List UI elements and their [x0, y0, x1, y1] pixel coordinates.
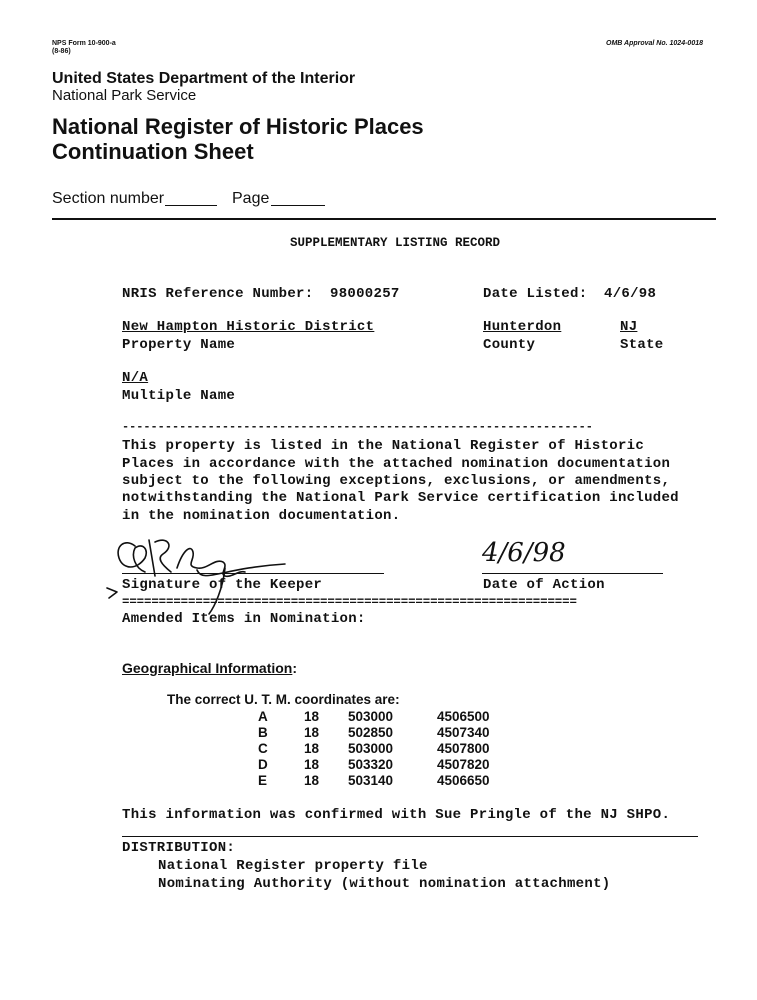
state-value: NJ — [620, 319, 638, 335]
page-blank — [271, 205, 325, 206]
distribution-item: National Register property file — [158, 858, 428, 874]
distribution-divider — [122, 836, 698, 837]
property-name-label: Property Name — [122, 337, 236, 353]
utm-northing: 4506650 — [437, 773, 490, 788]
nris-label: NRIS Reference Number: — [122, 286, 314, 302]
nris-value: 98000257 — [330, 286, 400, 302]
signature-label: Signature of the Keeper — [122, 577, 323, 593]
date-of-action-label: Date of Action — [483, 577, 605, 593]
equals-separator: ============================================================== — [122, 595, 577, 609]
distribution-label: DISTRIBUTION: — [122, 840, 236, 856]
statement-line: subject to the following exceptions, exclusions, or amendments, — [122, 473, 671, 489]
geo-heading-colon: : — [292, 660, 298, 676]
utm-point: D — [258, 757, 268, 772]
statement-line: in the nomination documentation. — [122, 508, 401, 524]
statement-line: Places in accordance with the attached nomination documentation — [122, 456, 671, 472]
date-listed-value: 4/6/98 — [604, 286, 657, 302]
utm-northing: 4507340 — [437, 725, 490, 740]
utm-point: B — [258, 725, 268, 740]
utm-easting: 502850 — [348, 725, 394, 740]
amended-items-label: Amended Items in Nomination: — [122, 611, 366, 627]
utm-zone: 18 — [304, 725, 320, 740]
distribution-item: Nominating Authority (without nomination attachment) — [158, 876, 611, 892]
state-label: State — [620, 337, 664, 353]
page-title-line2: Continuation Sheet — [52, 139, 254, 164]
multiple-name-label: Multiple Name — [122, 388, 236, 404]
utm-easting: 503000 — [348, 741, 394, 756]
county-value: Hunterdon — [483, 319, 562, 335]
signature-line — [122, 573, 384, 574]
form-number: NPS Form 10-900-a — [52, 40, 116, 47]
service-name: National Park Service — [52, 87, 197, 104]
utm-point: A — [258, 709, 268, 724]
utm-easting: 503320 — [348, 757, 394, 772]
multiple-name-value: N/A — [122, 370, 149, 386]
utm-northing: 4507820 — [437, 757, 490, 772]
section-number-blank — [165, 205, 217, 206]
date-listed-label: Date Listed: — [483, 286, 588, 302]
department-name: United States Department of the Interior — [52, 70, 356, 87]
statement-line: This property is listed in the National Register of Historic — [122, 438, 645, 454]
utm-zone: 18 — [304, 741, 320, 756]
utm-point: E — [258, 773, 268, 788]
date-of-action-line — [482, 573, 663, 574]
utm-easting: 503140 — [348, 773, 394, 788]
utm-northing: 4506500 — [437, 709, 490, 724]
header-divider — [52, 218, 716, 220]
utm-point: C — [258, 741, 268, 756]
county-label: County — [483, 337, 536, 353]
record-heading: SUPPLEMENTARY LISTING RECORD — [290, 236, 501, 250]
page-title-line1: National Register of Historic Places — [52, 114, 424, 139]
confirmation-note: This information was confirmed with Sue Pringle of the NJ SHPO. — [122, 807, 671, 823]
property-name-value: New Hampton Historic District — [122, 319, 375, 335]
utm-zone: 18 — [304, 773, 320, 788]
utm-zone: 18 — [304, 709, 320, 724]
geo-heading — [122, 660, 297, 676]
utm-northing: 4507800 — [437, 741, 490, 756]
form-revision: (8-86) — [52, 48, 71, 55]
dash-separator: ------------------------------------------------------------------ — [122, 420, 593, 434]
utm-intro: The correct U. T. M. coordinates are: — [167, 692, 400, 707]
statement-line: notwithstanding the National Park Service certification included — [122, 490, 679, 506]
utm-zone: 18 — [304, 757, 320, 772]
geo-heading-text: Geographical Information — [122, 660, 293, 676]
section-number-label: Section number — [52, 190, 165, 207]
page-label: Page — [232, 190, 270, 207]
utm-easting: 503000 — [348, 709, 394, 724]
omb-approval: OMB Approval No. 1024-0018 — [606, 40, 703, 47]
date-of-action-handwritten: 4/6/98 — [482, 538, 566, 568]
